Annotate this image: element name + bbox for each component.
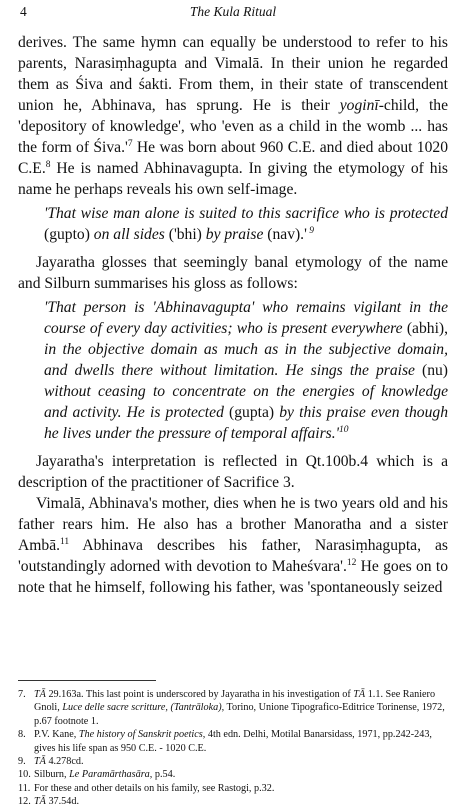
footnote-italic-segment: Luce delle sacre scritture, (Tantrāloka), xyxy=(62,702,225,714)
q1-text-c: on all sides xyxy=(89,226,169,243)
footnote-segment: For these and other details on his family, see Rastogi, p.32. xyxy=(34,782,275,794)
footnote-ref-8[interactable]: 8 xyxy=(45,159,51,170)
footnote-segment: P.V. Kane, xyxy=(34,729,79,741)
footnote-text xyxy=(34,688,448,728)
footnotes xyxy=(18,688,448,809)
footnote-ref-7[interactable]: 7 xyxy=(127,138,133,149)
paragraph-1 xyxy=(18,32,448,200)
footnote-number: 11. xyxy=(18,782,31,794)
footnote-segment: Torino, Unione Tipografico-Editrice Torinense, 1972, p.67 footnote 1. xyxy=(34,702,445,727)
footnote-segment: 4th edn. Delhi, Motilal Banarsidass, 1971, pp.242-243, gives his life span as 950 C.E. - 1020 C.E. xyxy=(34,729,432,754)
running-header xyxy=(18,4,448,22)
footnote xyxy=(18,795,448,808)
footnote-segment: p.54. xyxy=(152,769,176,781)
footnote-text xyxy=(34,768,448,781)
q2-text-c: in the objective domain as much as in the subjective domain, and dwells there without limitation. He sings the praise xyxy=(44,341,448,379)
footnote-italic-segment: TĀ xyxy=(34,689,46,700)
footnote-text xyxy=(34,755,448,768)
footnote-ref-9[interactable]: 9 xyxy=(306,225,315,236)
footnote-number: 10. xyxy=(18,769,31,781)
footnote-italic-segment: TĀ xyxy=(353,689,366,700)
q2-term-nu: (nu) xyxy=(422,362,448,379)
paragraph-4 xyxy=(18,493,448,598)
footnote-segment: 1.1. See Raniero Gnoli, xyxy=(34,689,436,714)
footnote-italic-segment: Le Paramārthasāra, xyxy=(69,769,153,781)
paragraph-2: Jayaratha glosses that seemingly banal etymology of the name and Silburn summarises his gloss as follows: xyxy=(18,254,448,292)
footnote xyxy=(18,782,448,795)
running-title: The Kula Ritual xyxy=(189,4,277,19)
footnote-number: 8. xyxy=(18,729,26,741)
p1-text-a: derives. The same hymn can equally be understood to refer to his parents, Narasiṃhagupta and Vimalā. In their union he regarded them as Śiva and śakti. From them, in their state of transcendent union he, Abhinava, has sprung. He is their xyxy=(18,34,448,114)
block-quote-2 xyxy=(44,297,448,444)
footnote-segment: 29.163a. This last point is underscored by Jayaratha in his investigation of xyxy=(45,689,354,700)
q2-text-g: by this praise even though he lives under the pressure of temporal affairs.' xyxy=(44,404,448,442)
p4-text-a: Vimalā, Abhinava's mother, dies when he is two years old and his father rears him. He also has a brother Manoratha and a sister Ambā. xyxy=(18,495,448,554)
p1-term-yogini: yoginī xyxy=(339,97,379,114)
page-number: 4 xyxy=(20,4,27,19)
p1-text-c: -child, the 'depository of knowledge', who 'even as a child in the womb ... has the form of Śiva.' xyxy=(18,97,448,156)
footnote-segment: 37.54d. xyxy=(45,796,79,808)
block-quote-1 xyxy=(44,203,448,245)
footnote-italic-segment: The history of Sanskrit poetics, xyxy=(78,729,206,741)
q2-text-e: without ceasing to concentrate on the energies of knowledge and activity. He is protected xyxy=(44,383,448,421)
body-text xyxy=(18,32,448,598)
footnote xyxy=(18,728,448,755)
footnote xyxy=(18,768,448,781)
q1-term-nav: (nav).' xyxy=(267,226,307,243)
footnote-text xyxy=(34,795,448,808)
q2-text-a: 'That person is 'Abhinavagupta' who remains vigilant in the course of every day activities; who is present everywhere xyxy=(44,299,448,337)
p1-text-g: He is named Abhinavagupta. In giving the etymology of his name he perhaps reveals his own self-image. xyxy=(18,160,448,198)
q1-text-e: by praise xyxy=(201,226,268,243)
footnote-ref-10[interactable]: 10 xyxy=(338,424,349,435)
footnote-segment: 4.278cd. xyxy=(45,756,84,768)
footnote-text xyxy=(34,782,448,795)
footnote-number: 9. xyxy=(18,756,26,768)
footnote-text xyxy=(34,728,448,755)
p1-text-e: He was born about 960 C.E. and died about 1020 C.E. xyxy=(18,139,448,177)
p4-text-c: Abhinava describes his father, Narasiṃhagupta, as 'outstandingly adorned with devotion to Maheśvara'. xyxy=(18,537,448,575)
paragraph-3: Jayaratha's interpretation is reflected in Qt.100b.4 which is a description of the practitioner of Sacrifice 3. xyxy=(18,453,448,491)
footnote-segment: Silburn, xyxy=(34,769,70,781)
footnote-italic-segment: TĀ xyxy=(34,796,46,808)
q1-term-gupto: (gupto) xyxy=(44,226,90,243)
footnote-separator xyxy=(18,680,156,681)
footnote-number: 7. xyxy=(18,689,26,700)
q2-term-gupta: (gupta) xyxy=(229,404,275,421)
q2-term-abhi: (abhi), xyxy=(406,320,448,337)
footnote xyxy=(18,688,448,728)
footnote-number: 12. xyxy=(18,796,31,808)
footnote xyxy=(18,755,448,768)
footnote-ref-12[interactable]: 12 xyxy=(346,557,357,568)
q1-term-bhi: ('bhi) xyxy=(168,226,202,243)
footnote-italic-segment: TĀ xyxy=(34,756,46,768)
q1-text-a: 'That wise man alone is suited to this sacrifice who is protected xyxy=(44,205,448,222)
p4-text-e: He goes on to note that he himself, following his father, was 'spontaneously seized xyxy=(18,558,448,596)
footnote-ref-11[interactable]: 11 xyxy=(60,536,70,547)
